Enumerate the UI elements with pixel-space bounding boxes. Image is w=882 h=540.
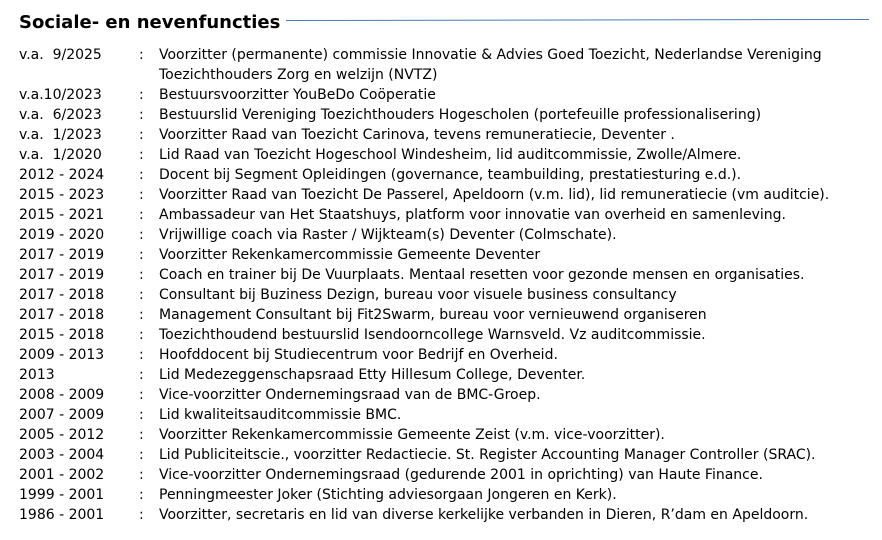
- entry-period: 2017 - 2018: [19, 307, 105, 323]
- entry-period: 2015 - 2018: [19, 327, 105, 343]
- entry-period: v.a.10/2023: [19, 87, 102, 103]
- list-item: [19, 365, 874, 385]
- entry-description: Voorzitter Rekenkamercommissie Gemeente Zeist (v.m. vice-voorzitter).: [159, 427, 665, 443]
- section-header: [19, 10, 871, 36]
- list-item: [19, 45, 874, 85]
- entry-separator: :: [139, 407, 144, 423]
- entry-description: Voorzitter Raad van Toezicht De Passerel, Apeldoorn (v.m. lid), lid remuneratiecie (vm auditcie).: [159, 187, 830, 203]
- entry-period: v.a. 1/2020: [19, 147, 102, 163]
- entry-description: Vice-voorzitter Ondernemingsraad (gedurende 2001 in oprichting) van Haute Finance.: [159, 467, 763, 483]
- entry-period: 2007 - 2009: [19, 407, 105, 423]
- entry-separator: :: [139, 387, 144, 403]
- list-item: [19, 305, 874, 325]
- list-item: [19, 125, 874, 145]
- entry-period: 2017 - 2019: [19, 247, 105, 263]
- entry-period: 2001 - 2002: [19, 467, 105, 483]
- entry-separator: :: [139, 367, 144, 383]
- entry-period: v.a. 6/2023: [19, 107, 102, 123]
- list-item: [19, 345, 874, 365]
- entry-period: 2017 - 2018: [19, 287, 105, 303]
- list-item: [19, 285, 874, 305]
- entry-separator: :: [139, 307, 144, 323]
- entry-period: 2017 - 2019: [19, 267, 105, 283]
- entry-separator: :: [139, 207, 144, 223]
- entry-description: Toezichthoudend bestuurslid Isendoorncollege Warnsveld. Vz auditcommissie.: [159, 327, 706, 343]
- entry-description: Voorzitter Raad van Toezicht Carinova, tevens remuneratiecie, Deventer .: [159, 127, 675, 143]
- entry-description: Lid Medezeggenschapsraad Etty Hillesum College, Deventer.: [159, 367, 586, 383]
- entry-description: Ambassadeur van Het Staatshuys, platform voor innovatie van overheid en samenleving.: [159, 207, 786, 223]
- entry-description: Hoofddocent bij Studiecentrum voor Bedrijf en Overheid.: [159, 347, 558, 363]
- entry-separator: :: [139, 487, 144, 503]
- entry-period: 2008 - 2009: [19, 387, 105, 403]
- entry-separator: :: [139, 347, 144, 363]
- entry-description: Voorzitter (permanente) commissie Innovatie & Advies Goed Toezicht, Nederlandse Vereniging Toezichthouders Zorg en welzijn (NVTZ): [159, 47, 822, 83]
- entry-separator: :: [139, 227, 144, 243]
- entry-separator: :: [139, 127, 144, 143]
- list-item: [19, 485, 874, 505]
- entry-period: 2013: [19, 367, 55, 383]
- entry-period: 1986 - 2001: [19, 507, 105, 523]
- list-item: [19, 245, 874, 265]
- list-item: [19, 145, 874, 165]
- list-item: [19, 185, 874, 205]
- entry-separator: :: [139, 287, 144, 303]
- list-item: [19, 425, 874, 445]
- entry-period: 2009 - 2013: [19, 347, 105, 363]
- list-item: [19, 465, 874, 485]
- entry-separator: :: [139, 467, 144, 483]
- entry-description: Bestuurslid Vereniging Toezichthouders Hogescholen (portefeuille professionalisering): [159, 107, 762, 123]
- heading-underline: [286, 19, 869, 21]
- entry-separator: :: [139, 447, 144, 463]
- entry-description: Lid Publiciteitscie., voorzitter Redactiecie. St. Register Accounting Manager Controller (SRAC).: [159, 447, 816, 463]
- entry-description: Docent bij Segment Opleidingen (governance, teambuilding, prestatiesturing e.d.).: [159, 167, 742, 183]
- entry-period: v.a. 1/2023: [19, 127, 102, 143]
- list-item: [19, 445, 874, 465]
- list-item: [19, 105, 874, 125]
- list-item: [19, 85, 874, 105]
- entry-separator: :: [139, 327, 144, 343]
- section-title: Sociale- en nevenfuncties: [19, 12, 281, 33]
- list-item: [19, 405, 874, 425]
- entry-description: Management Consultant bij Fit2Swarm, bureau voor vernieuwend organiseren: [159, 307, 707, 323]
- entry-period: 2015 - 2021: [19, 207, 105, 223]
- entry-period: 2005 - 2012: [19, 427, 105, 443]
- entry-description: Bestuursvoorzitter YouBeDo Coöperatie: [159, 87, 436, 103]
- list-item: [19, 225, 874, 245]
- functions-list: [19, 45, 874, 525]
- entry-description: Vrijwillige coach via Raster / Wijkteam(s) Deventer (Colmschate).: [159, 227, 617, 243]
- entry-separator: :: [139, 247, 144, 263]
- entry-description: Voorzitter, secretaris en lid van diverse kerkelijke verbanden in Dieren, R’dam en Apeldoorn.: [159, 507, 809, 523]
- entry-separator: :: [139, 167, 144, 183]
- entry-separator: :: [139, 147, 144, 163]
- list-item: [19, 505, 874, 525]
- entry-period: 1999 - 2001: [19, 487, 105, 503]
- list-item: [19, 165, 874, 185]
- entry-separator: :: [139, 47, 144, 63]
- entry-description: Voorzitter Rekenkamercommissie Gemeente Deventer: [159, 247, 541, 263]
- entry-period: 2015 - 2023: [19, 187, 105, 203]
- list-item: [19, 385, 874, 405]
- entry-separator: :: [139, 107, 144, 123]
- entry-period: 2003 - 2004: [19, 447, 105, 463]
- entry-period: 2019 - 2020: [19, 227, 105, 243]
- entry-separator: :: [139, 507, 144, 523]
- entry-separator: :: [139, 187, 144, 203]
- entry-period: v.a. 9/2025: [19, 47, 102, 63]
- entry-description: Vice-voorzitter Ondernemingsraad van de BMC-Groep.: [159, 387, 541, 403]
- list-item: [19, 325, 874, 345]
- entry-description: Coach en trainer bij De Vuurplaats. Mentaal resetten voor gezonde mensen en organisaties.: [159, 267, 805, 283]
- entry-period: 2012 - 2024: [19, 167, 105, 183]
- entry-separator: :: [139, 87, 144, 103]
- list-item: [19, 265, 874, 285]
- entry-description: Lid Raad van Toezicht Hogeschool Windesheim, lid auditcommissie, Zwolle/Almere.: [159, 147, 742, 163]
- entry-description: Lid kwaliteitsauditcommissie BMC.: [159, 407, 402, 423]
- entry-separator: :: [139, 267, 144, 283]
- entry-separator: :: [139, 427, 144, 443]
- entry-description: Penningmeester Joker (Stichting adviesorgaan Jongeren en Kerk).: [159, 487, 617, 503]
- list-item: [19, 205, 874, 225]
- entry-description: Consultant bij Buziness Dezign, bureau voor visuele business consultancy: [159, 287, 677, 303]
